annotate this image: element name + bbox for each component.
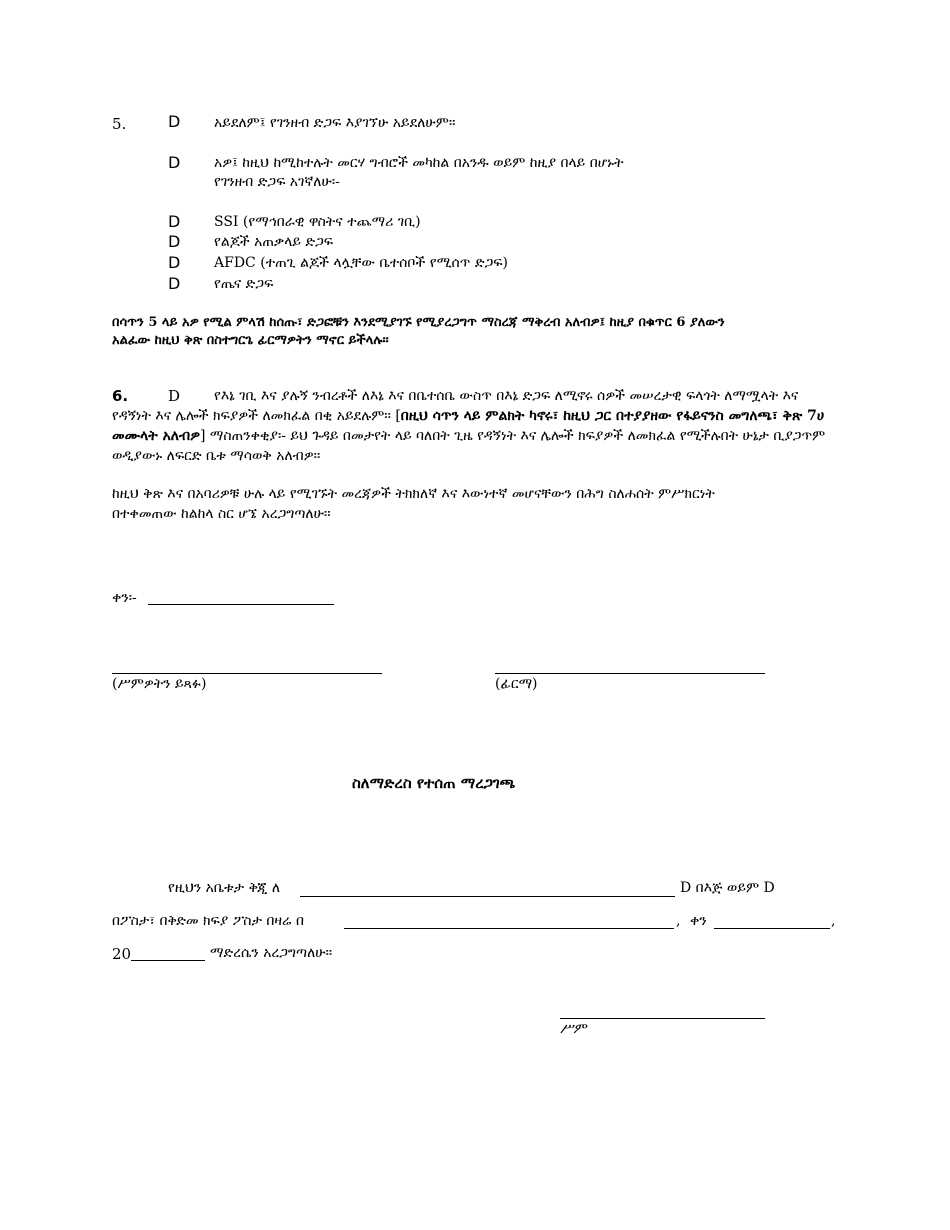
mail-line1-suffix[interactable]: D በእጅ ወይም D (680, 880, 775, 896)
q5-option-afdc-checkbox[interactable]: D (168, 253, 181, 272)
mail-line2-comma: , (676, 913, 681, 929)
q5-option-child-support: የልጆች አጠቃላይ ድጋፍ (214, 234, 333, 250)
q6-paragraph (112, 386, 837, 466)
printed-name-field[interactable] (112, 673, 382, 674)
recipient-name-field[interactable] (300, 896, 675, 897)
q5-option-ssi-checkbox[interactable]: D (168, 212, 181, 231)
q5-number: 5. (112, 115, 127, 133)
date-field[interactable] (148, 604, 334, 605)
year-field[interactable] (131, 960, 205, 961)
day-field[interactable] (714, 928, 830, 929)
mail-line2-prefix: በፖስታ፣ በቅድመ ክፍያ ፖስታ በዛሬ በ (112, 913, 304, 929)
mailing-title: ስለማድረስ የተሰጠ ማረጋገጫ (352, 774, 516, 792)
mailer-signature-field[interactable] (560, 1018, 765, 1019)
mail-line3-suffix: ማድረሴን አረጋግጣለሁ፡፡ (210, 945, 333, 961)
signature-field[interactable] (495, 673, 765, 674)
q5-yes-text-line2: የገንዘብ ድጋፍ አገኛለሁ፡- (214, 174, 340, 190)
q5-yes-text-line1: አዎ፤ ከዚህ ከሚከተሉት መርሃ ግብሮች መካከል በአንዱ ወይም ከዚያ በላይ በሆኑት (214, 155, 624, 171)
certify-line2: በተቀመጠው ከልከላ ስር ሆኜ አረጋግጣለሁ፡፡ (112, 506, 331, 522)
q5-yes-checkbox[interactable]: D (168, 153, 181, 172)
mail-line3-prefix: 20 (112, 945, 132, 963)
printed-name-label: (ሥምዎትን ይጻፉ) (112, 676, 207, 692)
mail-line2-end: , (831, 913, 836, 929)
q5-option-ssi: SSI (የማኅበራዊ ዋስትና ተጨማሪ ገቢ) (214, 214, 421, 230)
q5-option-health-checkbox[interactable]: D (168, 274, 181, 293)
q5-option-health: የጤና ድጋፍ (214, 276, 274, 292)
address-field[interactable] (344, 928, 674, 929)
q5-option-afdc: AFDC (ተጠጊ ልጆች ላሏቸው ቤተሰቦች የሚሰጥ ድጋፍ) (214, 255, 508, 271)
q6-text-part2: ] ማስጠንቀቂያ፡- ይህ ጉዳይ በመታየት ላይ ባለበት ጊዜ የዳኝነት እና ሌሎች ክፍያዎች ለመክፈል የሚችሉበት ሁኔታ ቢያጋጥም ወዲያውኑ ለፍርድ ቤቱ ማሳወቅ አለብዎ፡፡ (112, 428, 826, 464)
mailer-name-label: ሥም (560, 1021, 587, 1037)
certify-line1: ከዚህ ቅጽ እና በአባሪዎቹ ሁሉ ላይ የሚገኙት መረጃዎች ትክክለኛ እና እውነተኛ መሆናቸውን በሕግ ስለሐሰት ምሥክርነት (112, 486, 715, 502)
mail-line1-prefix: የዚህን አቤቱታ ቅጂ ለ (168, 880, 281, 896)
note5-line2: አልፈው ከዚህ ቅጽ በስተግርጌ ፊርማዎትን ማኖር ይችላሉ፡፡ (112, 333, 389, 348)
q6-checkbox[interactable]: D (168, 387, 181, 405)
q6-number: 6. (112, 387, 129, 405)
date-label: ቀን፡- (112, 590, 137, 606)
q6-text-part1: የእኔ ገቢ እና ያሉኝ ንብረቶች ለእኔ እና በቤተሰቤ ውስጥ በእኔ ድጋፍ ለሚኖሩ ሰዎች መሠረታዊ ፍላጎት ለማሟላት እና የዳኝነት እና ሌሎች ክፍያዎች ለመክፈል በቂ አይደሉም፡፡ [ (112, 388, 799, 424)
q5-no-checkbox[interactable]: D (168, 112, 181, 131)
mail-line2-day: ቀን (690, 913, 707, 929)
signature-label: (ፊርማ) (495, 676, 538, 692)
q6-text-bold: በዚህ ሳጥን ላይ ምልክት ካኖሩ፣ ከዚህ ጋር በተያያዘው የፋይናንስ መግለጫ፣ ቅጽ 7ሀ መሙላት አለብዎ (112, 408, 825, 444)
q5-option-child-support-checkbox[interactable]: D (168, 232, 181, 251)
q5-no-text: አይደለም፤ የገንዘብ ድጋፍ እያገኘሁ አይደለሁም፡፡ (214, 115, 456, 131)
note5-line1: በሳጥን 5 ላይ አዎ የሚል ምላሽ ከሰጡ፣ ድጋፎቹን እንደሚያገኙ የሚያረጋግጥ ማስረጃ ማቅረብ አለብዎ፤ ከዚያ በቁጥር 6 ያለውን (112, 315, 725, 330)
